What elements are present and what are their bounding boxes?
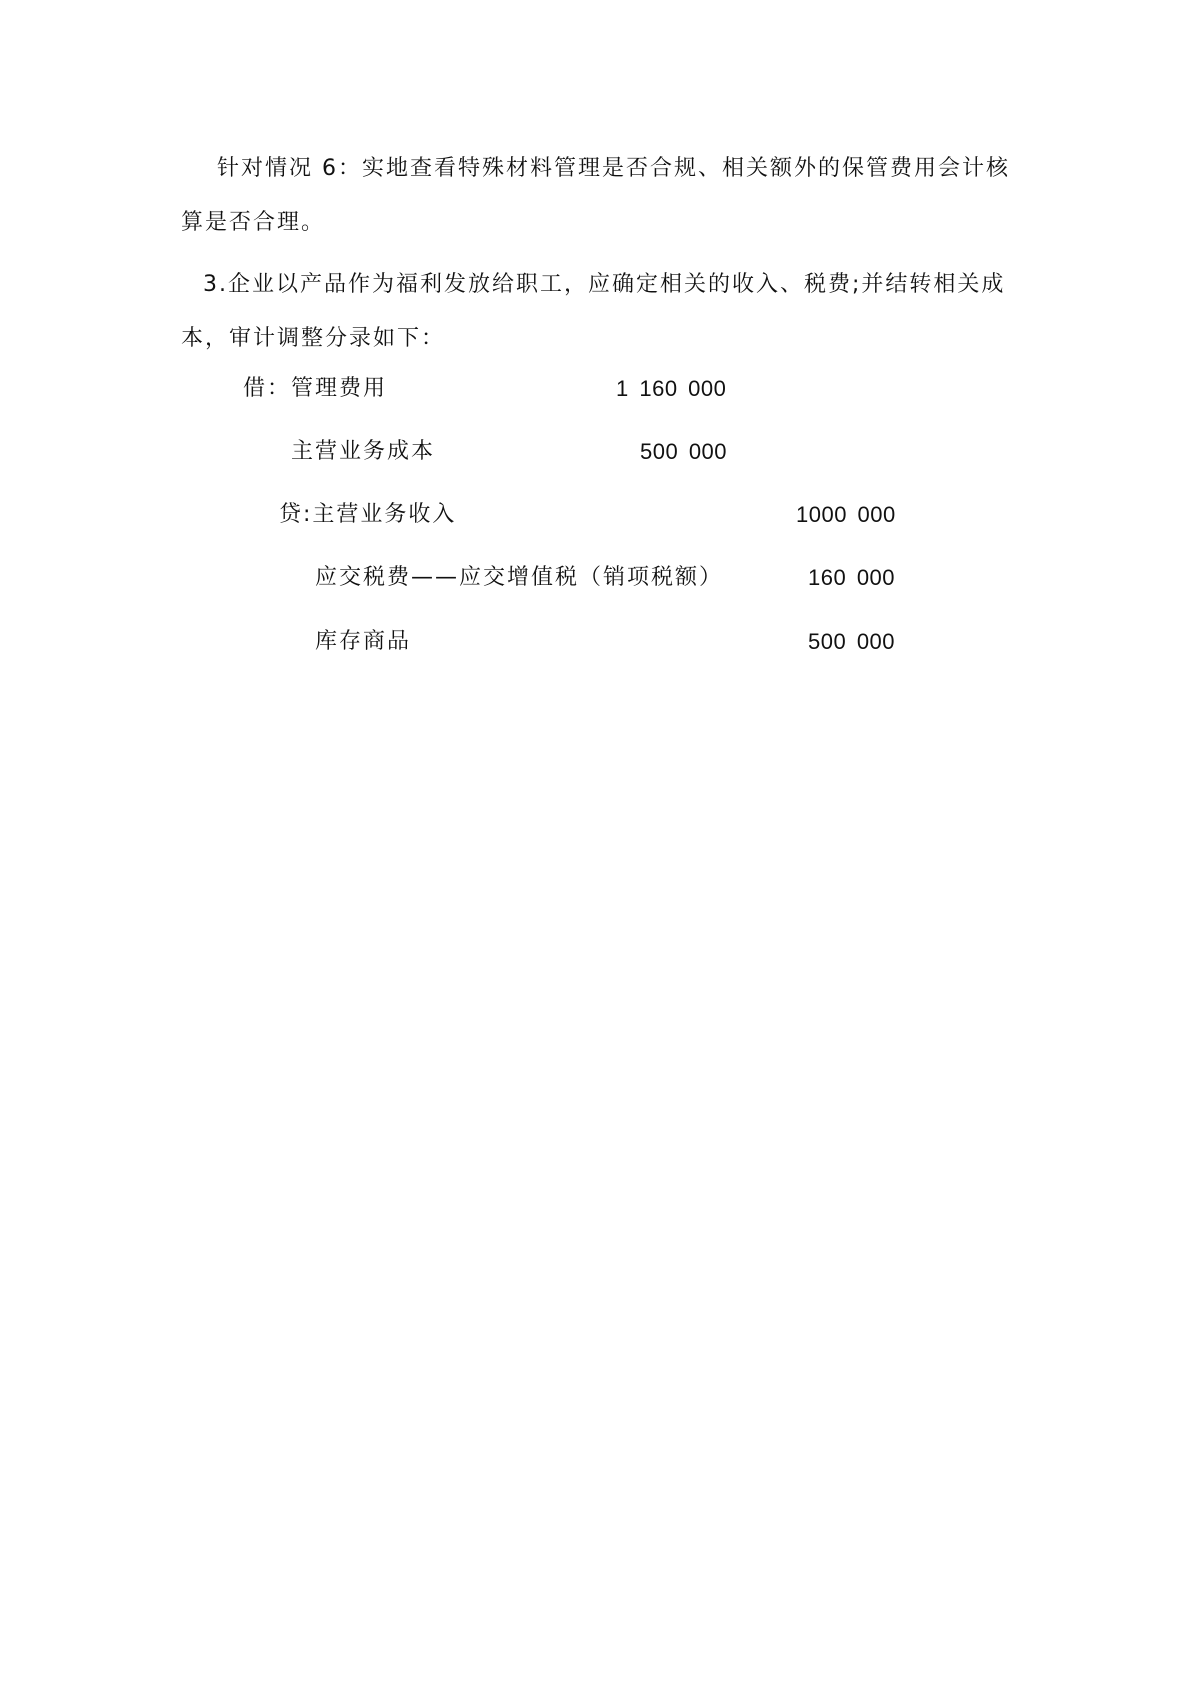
- debit-amount-main-business-cost: 500 000: [640, 439, 728, 464]
- debit-account-main-business-cost: 主营业务成本: [291, 439, 436, 464]
- credit-account-inventory: 库存商品: [315, 629, 412, 654]
- paragraph-line: 本，审计调整分录如下：: [181, 326, 446, 351]
- credit-amount-inventory: 500 000: [808, 629, 896, 654]
- paragraph-situation-6: [181, 142, 1021, 250]
- debit-amount-management-expense: 1 160 000: [616, 376, 727, 401]
- paragraph-line: 针对情况 6：实地查看特殊材料管理是否合规、相关额外的保管费用会计核: [217, 156, 1010, 181]
- credit-amount-vat-payable: 160 000: [808, 565, 896, 590]
- credit-account-vat-payable: 应交税费——应交增值税（销项税额）: [315, 565, 724, 590]
- paragraph-line: 算是否合理。: [181, 210, 326, 235]
- paragraph-item-3: [181, 258, 1021, 366]
- debit-account-management-expense: 借：管理费用: [243, 376, 388, 401]
- credit-account-main-business-revenue: 贷:主营业务收入: [279, 502, 457, 527]
- paragraph-line: 3.企业以产品作为福利发放给职工，应确定相关的收入、税费;并结转相关成: [203, 272, 1006, 297]
- credit-amount-main-business-revenue: 1000 000: [796, 502, 896, 527]
